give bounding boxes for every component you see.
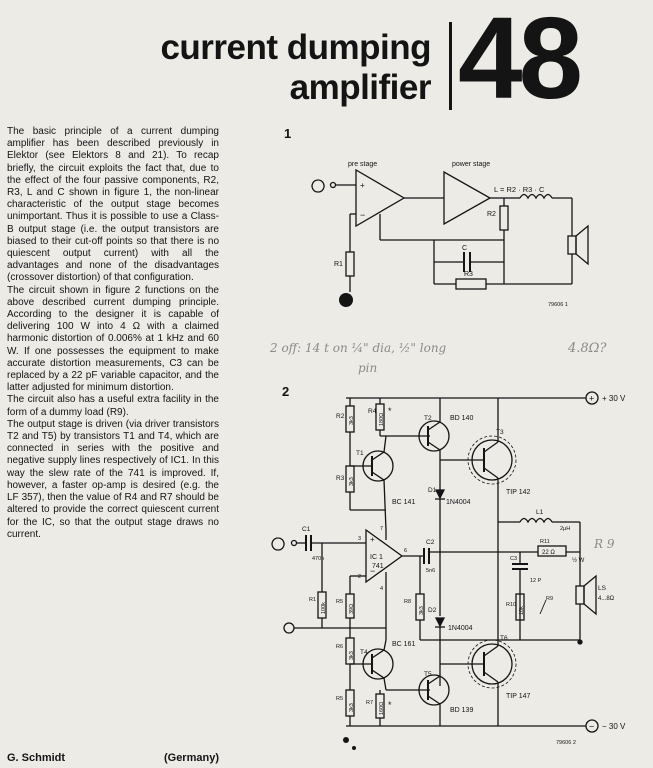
svg-text:+: + — [589, 393, 595, 404]
svg-text:4: 4 — [380, 586, 384, 592]
svg-text:C2: C2 — [426, 539, 435, 546]
figure-2 — [272, 384, 626, 750]
svg-text:R2: R2 — [336, 413, 345, 420]
svg-text:R6: R6 — [336, 644, 344, 650]
svg-text:T4: T4 — [360, 649, 368, 656]
svg-text:+: + — [370, 535, 375, 544]
svg-text:−: − — [370, 566, 376, 576]
fig1-code: 79606 1 — [548, 302, 568, 308]
svg-text:TIP 147: TIP 147 — [506, 693, 531, 700]
svg-text:C: C — [462, 245, 468, 252]
fig1-input-jack — [312, 180, 324, 192]
svg-text:T2: T2 — [424, 415, 432, 422]
svg-text:R5: R5 — [336, 599, 344, 605]
svg-text:3k3: 3k3 — [349, 477, 355, 486]
svg-text:100k: 100k — [321, 602, 327, 614]
svg-text:D2: D2 — [428, 607, 437, 614]
svg-text:+: + — [360, 181, 365, 190]
fig1-R3 — [456, 279, 486, 289]
svg-text:BC 141: BC 141 — [392, 499, 416, 506]
fig1-R1 — [346, 252, 354, 276]
fig2-D2 — [436, 618, 444, 626]
svg-text:T6: T6 — [500, 635, 508, 642]
svg-text:IC 1: IC 1 — [370, 554, 383, 561]
fig1-powerstage-amp — [444, 172, 490, 224]
fig1-powerstage-label: power stage — [452, 161, 491, 168]
svg-text:5n6: 5n6 — [426, 568, 436, 574]
svg-text:−: − — [360, 210, 366, 220]
svg-text:R10: R10 — [506, 602, 517, 608]
svg-text:BD 139: BD 139 — [450, 707, 474, 714]
svg-text:R8: R8 — [404, 599, 412, 605]
fig1-prestage-label: pre stage — [348, 161, 378, 168]
handwritten-note-impedance: 4.8Ω? — [568, 341, 607, 356]
svg-text:R3: R3 — [336, 475, 345, 482]
svg-text:R7: R7 — [366, 700, 374, 706]
fig2-input-jack — [272, 538, 284, 550]
svg-text:4...8Ω: 4...8Ω — [598, 596, 615, 602]
fig2-ground-terminal — [284, 623, 294, 633]
svg-text:3k3: 3k3 — [419, 606, 425, 615]
fig2-input-node — [292, 541, 297, 546]
svg-text:R9: R9 — [546, 596, 554, 602]
figure-1-number: 1 — [284, 126, 292, 141]
svg-text:12 P: 12 P — [530, 578, 542, 584]
fig1-ground-mark — [339, 293, 353, 307]
figure-2-number: 2 — [282, 384, 290, 399]
fig1-inductor — [520, 195, 552, 199]
fig2-L1 — [520, 519, 552, 523]
fig1-R2 — [500, 206, 508, 230]
svg-text:R2: R2 — [487, 211, 496, 218]
author-name: G. Schmidt — [7, 752, 66, 764]
handwritten-note-r9: R 9 — [594, 537, 615, 551]
svg-text:7: 7 — [380, 526, 384, 532]
plus-supply-label: + 30 V — [602, 394, 626, 403]
svg-text:T1: T1 — [356, 450, 364, 457]
svg-text:C1: C1 — [302, 526, 311, 533]
article-number: 48 — [458, 0, 580, 123]
paragraph: The circuit also has a useful extra facility in the form of a dummy load (R9). — [7, 394, 219, 418]
svg-text:R1: R1 — [334, 261, 343, 268]
svg-text:180Ω: 180Ω — [379, 412, 385, 426]
svg-text:22 Ω: 22 Ω — [542, 550, 555, 556]
svg-text:2: 2 — [358, 574, 362, 580]
svg-text:R11: R11 — [540, 539, 550, 545]
paragraph: The basic principle of a current dumping amplifier has been described previously in Elektor (see Elektors 8 and 21). To recap briefly, the circuit exploits the fact that, due to the effect of the four passive components, R2, R3, L and C shown in figure 1, the non-linear characteristic of the output stage becomes unimportant. Thus it is possible to use a Class-B output stage (i.e. the output transistors are biased to their cut-off points so that there is no quiescent output current) with all the advantages and none of the disadvantages (crossover distortion) of that configuration. — [7, 126, 219, 284]
paragraph: The circuit shown in figure 2 functions on the above described current dumping principle. According to the designer it is capable of delivering 100 W into 4 Ω with a claimed harmonic distortion of 0.006% at 1 kHz and 60 W. If one possesses the equipment to make accurate distortion measurements, C3 can be replaced by a 22 pF variable capacitor, and the latter adjusted for minimum distortion. — [7, 284, 219, 394]
title-line-2: amplifier — [289, 68, 431, 107]
paragraph: The output stage is driven (via driver transistors T2 and T5) by transistors T1 and T4, which are connected in series with the positive and negative supply lines respectively of IC1. In this way the slew rate of the 741 is improved. If, however, a faster op-amp is desired (e.g. the LF 357), then the value of R4 and R7 should be altered to provide the correct quiescent current for the IC, so that the output stage draws no current. — [7, 418, 219, 540]
svg-text:3: 3 — [358, 536, 362, 542]
svg-text:*: * — [388, 406, 392, 416]
fig2-speaker — [576, 586, 584, 604]
svg-text:T3: T3 — [496, 429, 504, 436]
svg-text:39Ω: 39Ω — [349, 603, 355, 614]
svg-text:3k3: 3k3 — [349, 651, 355, 660]
svg-text:3k3: 3k3 — [349, 703, 355, 712]
svg-text:741: 741 — [372, 563, 384, 570]
svg-text:T5: T5 — [424, 671, 432, 678]
fig1-equation: L = R2 · R3 · C — [494, 185, 545, 194]
svg-text:R5: R5 — [336, 696, 344, 702]
svg-text:6: 6 — [404, 548, 408, 554]
svg-text:R4: R4 — [368, 408, 377, 415]
svg-text:D1: D1 — [428, 487, 437, 494]
svg-text:C3: C3 — [510, 556, 518, 562]
title-line-1: current dumping — [160, 28, 431, 67]
svg-text:TIP 142: TIP 142 — [506, 489, 531, 496]
author-country: (Germany) — [163, 752, 219, 764]
svg-text:*: * — [388, 700, 392, 710]
fig2-D1 — [436, 490, 444, 498]
svg-text:10k: 10k — [519, 606, 525, 615]
svg-text:470n: 470n — [312, 556, 325, 562]
svg-text:160Ω: 160Ω — [379, 701, 385, 715]
figure-1 — [284, 126, 588, 308]
svg-text:BD 140: BD 140 — [450, 415, 474, 422]
svg-text:BC 161: BC 161 — [392, 641, 416, 648]
svg-text:½ W: ½ W — [572, 558, 585, 564]
svg-text:3k3: 3k3 — [349, 416, 355, 425]
handwritten-note-coil: 2 off: 14 t on ¼" dia, ½" long — [270, 341, 447, 355]
svg-text:1N4004: 1N4004 — [448, 625, 473, 632]
svg-text:R3: R3 — [464, 271, 473, 278]
minus-supply-label: − 30 V — [602, 722, 626, 731]
svg-text:1N4004: 1N4004 — [446, 499, 471, 506]
fig1-input-node — [331, 183, 336, 188]
svg-text:−: − — [589, 721, 595, 732]
fig1-speaker — [568, 236, 576, 254]
fig2-code: 79606 2 — [556, 740, 576, 746]
handwritten-note-pin: pin — [358, 361, 378, 375]
svg-text:LS: LS — [598, 585, 606, 592]
svg-text:R1: R1 — [309, 597, 317, 603]
svg-text:2µH: 2µH — [560, 526, 571, 532]
svg-text:L1: L1 — [536, 509, 544, 516]
